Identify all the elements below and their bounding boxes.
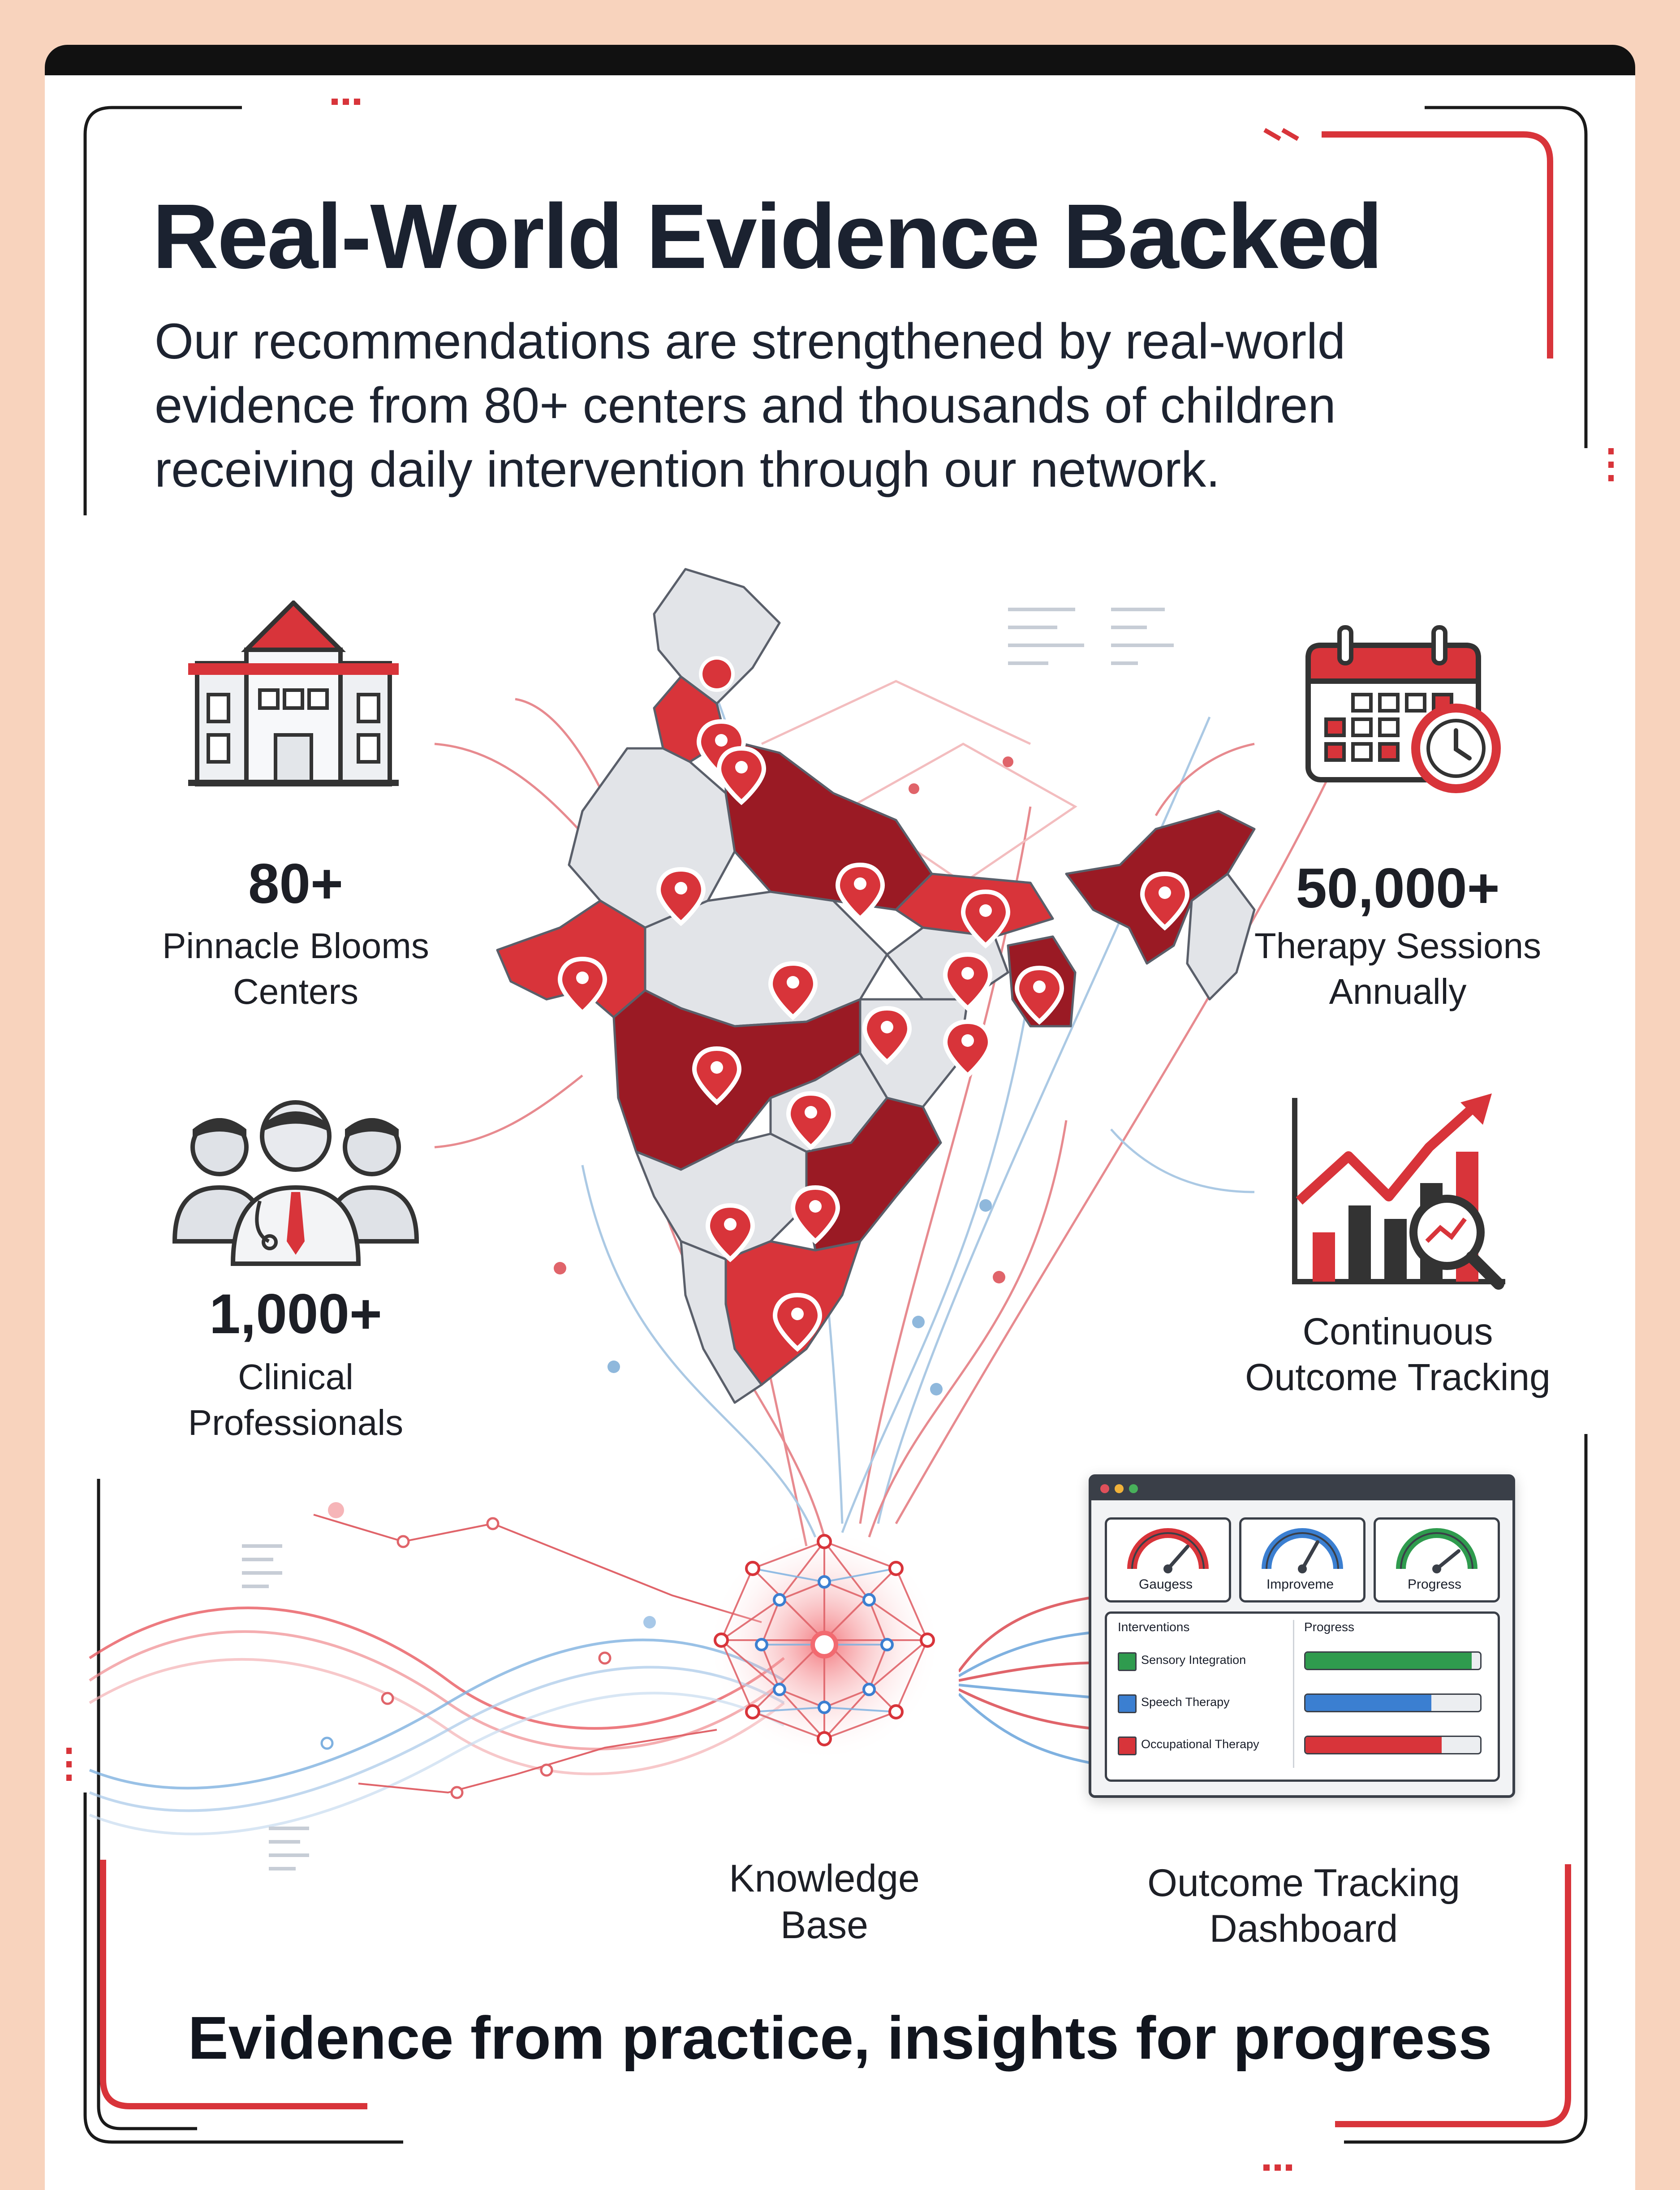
location-pin-icon [775,1295,820,1349]
location-pin-icon [694,1049,739,1102]
network-graph-icon [690,1510,959,1779]
gauge-row [1105,1517,1499,1603]
dashboard-caption-line2: Dashboard [1209,1907,1398,1950]
location-pin-icon [659,869,703,923]
intervention-row [1107,1687,1492,1719]
location-pin-icon [708,1205,753,1259]
location-pin-icon [793,1188,838,1241]
gauge-label: Improveme [1266,1577,1334,1592]
location-pin-icon [1142,874,1187,928]
centers-label-line2: Centers [233,972,359,1011]
sessions-label-line1: Therapy Sessions [1254,926,1542,966]
tracking-label-line2: Outcome Tracking [1245,1356,1551,1398]
gauge-dial-icon [1107,1520,1229,1578]
progress-bar-fill [1305,1737,1442,1753]
gauge-card [1239,1517,1366,1603]
progress-bar-fill [1305,1653,1472,1669]
window-title-bar [1091,1477,1512,1500]
window-minimize-dot[interactable] [1115,1484,1124,1493]
gauge-label: Gaugess [1138,1577,1193,1592]
location-pin-icon [771,963,815,1017]
page-subtitle: Our recommendations are strengthened by real-world evidence from 80+ centers and thousands of children receiving daily intervention through our network. [155,313,1346,497]
location-pin-icon [963,892,1008,946]
table-header-interventions: Interventions [1118,1620,1190,1634]
knowledge-base-label: Knowledge Base [729,1857,920,1947]
clinicians-group-icon [166,1098,426,1268]
footer-tagline: Evidence from practice, insights for progress [188,2004,1492,2072]
calendar-clock-icon [1299,618,1505,798]
location-pin-icon [788,1093,833,1147]
intervention-row [1107,1645,1492,1676]
gauge-card [1374,1517,1500,1603]
intervention-label: Occupational Therapy [1141,1737,1259,1751]
table-header-progress: Progress [1304,1620,1355,1634]
window-close-dot[interactable] [1100,1484,1109,1493]
sessions-count: 50,000+ [1296,857,1500,920]
intervention-label: Sensory Integration [1141,1653,1246,1667]
gauge-dial-icon [1376,1520,1498,1578]
data-waves [90,1515,784,1834]
infographic-card [45,45,1635,2190]
progress-bar-track [1304,1693,1482,1712]
outcome-dashboard-window [1089,1474,1515,1798]
intervention-color-swatch [1118,1694,1137,1713]
location-pin-icon [838,865,883,919]
location-pin-icon [945,1022,990,1076]
tracking-label-line1: Continuous [1302,1310,1493,1352]
page-title: Real-World Evidence Backed [152,185,1382,288]
progress-bar-track [1304,1736,1482,1754]
window-maximize-dot[interactable] [1129,1484,1138,1493]
hospital-building-icon [188,600,399,789]
location-pin-icon [1017,968,1062,1022]
intervention-color-swatch [1118,1652,1137,1671]
location-pin-icon [865,1008,909,1062]
centers-count: 80+ [248,853,344,915]
intervention-label: Speech Therapy [1141,1695,1230,1709]
location-pin-icon [719,748,764,802]
intervention-row [1107,1729,1492,1761]
intervention-color-swatch [1118,1736,1137,1755]
professionals-count: 1,000+ [209,1283,382,1345]
dashboard-caption-line1: Outcome Tracking [1147,1862,1460,1905]
growth-chart-magnifier-icon [1281,1093,1514,1291]
location-pin-icon [560,959,605,1013]
progress-bar-fill [1305,1695,1431,1711]
gauge-label: Progress [1407,1577,1462,1592]
location-pin-icon [945,955,990,1008]
interventions-table [1105,1611,1500,1782]
sessions-label-line2: Annually [1329,972,1467,1011]
gauge-dial-icon [1241,1520,1363,1578]
gauge-card [1105,1517,1231,1603]
progress-bar-track [1304,1651,1482,1670]
professionals-label-line1: Clinical [238,1357,353,1397]
map-pin-layer [493,560,1299,1412]
centers-label-line1: Pinnacle Blooms [162,926,429,966]
professionals-label-line2: Professionals [188,1403,404,1443]
